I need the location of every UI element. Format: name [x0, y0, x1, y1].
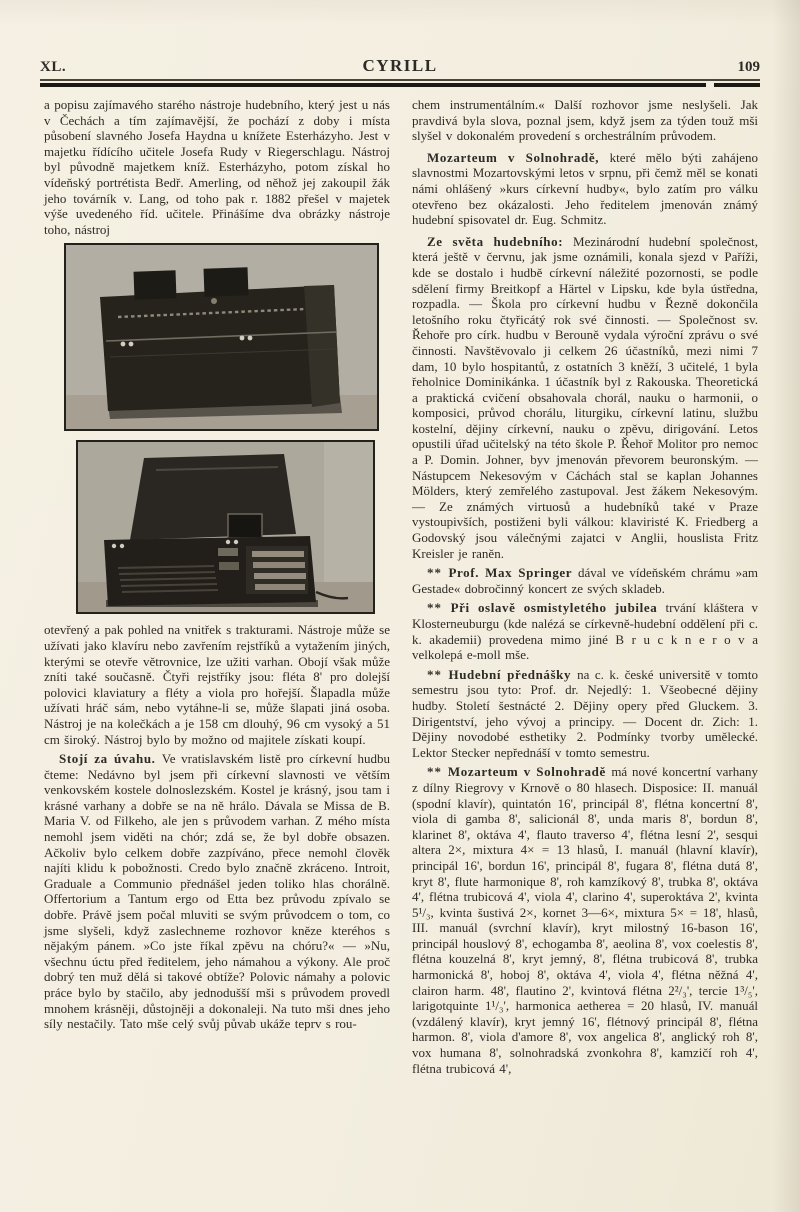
paragraph-text: trvání kláštera v Klosterneuburgu (kde nalézá se církevně-hudební oddělení při c. k. akademii) provedena mimo jiné B r u c k n e r o v a velkolepá e-moll mše. [412, 600, 759, 663]
paragraph-lead: Stojí za úvahu. [59, 751, 162, 767]
paragraph-ze-sveta-hudebniho [412, 234, 758, 561]
paragraph-star-prefix: ** [427, 764, 448, 780]
paragraph-hudebni-prednasky [412, 667, 758, 761]
paragraph-instrument-details: otevřený a pak pohled na vnitřek s trakturami. Nástroje může se užívati jako klavíru nebo zavřením rejstříků a vytažením jiných, kterými se otevře větrovnice, lze užiti varhan. Obojí však může zníti také současně. Čtyři rejstříky jsou: fléta 8' pro dolejší polovici klaviatury a fléty a viola pro hořejší. Šlapadla může užívati hráč sám, nebo vytáhne-li se, může šlapati jiná osoba. Nástroj je na kolečkách a je 158 cm dlouhý, 96 cm vysoký a 51 cm široký. Nástroj bylo by možno od majitele získati koupí. [44, 622, 390, 747]
paragraph-mozarteum-opening [412, 150, 758, 228]
instrument-closed-illustration [66, 245, 377, 429]
instrument-closed-photo [64, 243, 379, 431]
paragraph-jubileum [412, 600, 758, 662]
header-rule-segment [714, 83, 760, 87]
right-column [412, 97, 758, 1076]
paragraph-text: Mezinárodní hudební společnost, která ještě v červnu, jak jsme oznámili, konala sjezd v Paříži, kde se dostalo i hudbě církevní náležité pozornosti, se podle sdělení firmy Breitkopf a Härtel v Lipsku, kde byla ústředna, rozpadla. — Škola pro církevní hudbu v Řezně dokončila letošního roku čtyřicátý rok své činnosti. — Společnost sv. Řehoře pro círk. hudbu v Berouně vydala výroční zprávu o své činnosti. Navštěvovalo ji celkem 26 účastníků, mezi nimi 7 dam, 10 bylo hospitantů, z ostatních 3 kněží, 3 učitelé, 1 byla řeholnice Dominikánka. 1 účastník byl z Rakouska. Theoretická a praktická cvičení obsahovala chorál, nauku o harmonii, o komposici, průvod chorálu, liturgiku, církevní latinu, službu kostelní, dějiny církevní, nauku o zpěvu, dirigování. Letos opustili úřad učitelský na této škole P. Řehoř Molitor pro nemoc a P. Domin. Johner, byv jmenován převorem beuronským. — Nástupcem Nekesovým v Cáchách stal se kaplan Johannes Mölders, který zemřelého zastupoval. Jest žákem Nekesovým. — Ze známých virtuosů a hudebníků také v Praze vystoupivších, postiženi byli válkou: klaviristé K. Friedberg a Godovský jsou válečnými zajatci v Anglii, houslista Fritz Kreisler je raněn. [412, 233, 758, 561]
paragraph-star-prefix: ** [427, 666, 449, 682]
paragraph-lead: Při oslavě osmistyletého jubilea [450, 600, 666, 616]
paragraph-continuation: chem instrumentálním.« Další rozhovor jsme neslyšeli. Jak pravdivá byla slova, poznal jsem, když jsem za týden touž mši slyšel v dokonalém provedení s orchestrálním průvodem. [412, 97, 758, 144]
page-number: 109 [737, 59, 760, 75]
header-rule-thick [40, 83, 760, 87]
paragraph-text: které mělo býti zahájeno slavnostmi Mozartovskými letos v srpnu, při čemž měl se konati námi ohlášený »kurs církevní hudby«, bylo zatím pro válku otevřeno bez okázalosti. Jeho ředitelem jmenován známý hudební spisovatel dr. Eug. Schmitz. [412, 149, 759, 228]
scan-top-shade [0, 0, 800, 26]
paragraph-text: má nové koncertní varhany z dílny Riegrovy v Krnově o 80 hlasech. Disposice: II. manuál (spodní klavír), quintatón 16', principál 8', flétna koncertní 8', viola di gamba 8', salicionál 8', unda maris 8', bordun 8', klarinet 8', oktáva 4', flauto traverso 4', flétna lesní 2', sesqui altera 2×, mixtura 4× = 13 hlasů, I. manuál (hlavní klavír), principál 16', bordun 16', principál 8', fugara 8', flétna dutá 8', kryt 8', flute harmonique 8', roh kamzíkový 8', trubka 8', oktáva 4', flétna trubicová 4', viola 4', clarino 4', superoktáva 2', kvinta 5¹/₃, kvinta šustivá 2×, kornet 3—6×, mixtura 5× = 18', hlasů, III. manuál (svrchní klavír), kryt milostný 16-bason 16', principál houslový 8', echogamba 8', aeolina 8', vox coelestis 8', flétna kouzelná 8', kryt jemný, 8', flétna trubicová 8', trubka harmonická 8', hoboj 8', oktáva 4', viola 4', flétna něžná 4', clairon harm. 48', flautino 2', kvintová flétna 2²/₃', tercie 1³/₅', larigotquinte 1¹/₃', harmonica aetherea = 20 hlasů, IV. manuál (vzdálený klavír), kryt jemný 16', flétnový principál 8', flétna harmon. 8', viola d'amore 8', vox angelica 8', anglický roh 8', vox humana 8', solnohradská zvonkohra 8', kamzičí roh 4', flétna trubicová 4', [412, 764, 759, 1076]
paragraph-star-prefix: ** [427, 600, 451, 616]
page-header [40, 56, 760, 87]
paragraph-text: Ve vratislavském listě pro církevní hudbu čteme: Nedávno byl jsem při církevní slavnosti ve větším venkovském kostele dolnoslezském. Kostel je krásný, jsou tam i krásné varhany a dobře se na ně hrálo. Dávala se Missa de B. Maria V. od Filkeho, ale jen s průvodem varhan. Z mého místa nemohl jsem viděti na chór; zdá se, že byl dobře obsazen. Ačkoliv bylo celkem dobře zazpíváno, přece nemohl člověk najíti klidu k pobožnosti. Credo bylo značně zkráceno. Introit, Graduale a Communio přednášel jeden toliko hlas chorálně. Offertorium a Tantum ergo od Etta bez průvodu zpívalo se dobře. Právě jsem počal mluviti se svým průvodcem o tom, co jsme slyšeli, když zaslechneme rozhovor kněze kteréhos s nějakým pánem. »Co jste říkal zpěvu na chóru?« — »Nu, všechnu úctu před ředitelem, jeho námahou a výkony. Ale proč dobrý ten muž dělá si takové obtíže? Polovic námahy a polovic práce bylo by stačilo, aby jednodušší mši s průvodem provedl mnohem krásněji, důstojněji a dokonaleji. Na tuto mši dnes jeho síly nestačily. Tato mše celý svůj půvab ukáže teprv s rou- [44, 751, 390, 1032]
instrument-open-illustration [78, 442, 373, 612]
paragraph-lead: Prof. Max Springer [448, 565, 578, 581]
paragraph-stoji-za-uvahu [44, 751, 390, 1032]
header-rule-thin [40, 79, 760, 81]
journal-title: CYRILL [362, 56, 438, 75]
paragraph-text: na c. k. české universitě v tomto semestru jsou tyto: Prof. dr. Nejedlý: 1. Všeobecné dějiny hudby. Století šestnácté 2. Dějiny opery před Gluckem. 3. Dirigentství, jeho vývoj a principy. — Docent dr. Zich: 1. Dějiny novodobé esthetiky 2. Podmínky tvorby umělecké. Lektor Stecker nepřednáší v tomto semestru. [412, 666, 759, 760]
two-column-text [44, 97, 758, 1076]
paragraph-star-prefix: ** [427, 565, 449, 581]
paragraph-mozarteum-varhany [412, 764, 758, 1076]
paragraph-lead: Ze světa hudebního: [427, 233, 574, 249]
header-rule-segment [40, 83, 706, 87]
paragraph-lead: Hudební přednášky [448, 666, 578, 682]
paragraph-lead: Mozarteum v Solnohradě [447, 764, 612, 780]
volume-label: XL. [40, 59, 67, 75]
paragraph-text: dával ve vídeňském chrámu »am Gestade« dobročinný koncert ze svých skladeb. [412, 565, 758, 596]
scan-edge-shade [772, 0, 800, 1212]
paragraph-lead: Mozarteum v Solnohradě, [427, 149, 610, 165]
paragraph-instrument-description: a popisu zajímavého starého nástroje hudebního, který jest u nás v Čechách a tím zajímavější, že pochází z doby i místa působení slavného Josefa Haydna u knížete Esterházyho. Jest v majetku řídícího učitele Josefa Rudy v Riegerschlagu. Nástroj byl původně majetkem kníž. Esterházyho, potom získal ho vídeňský portrétista Bedř. Amerling, od něhož jej zakoupil žák jeho továrník v. Lang, od toho pak r. 1882 přešel v majetek výše uvedeného říd. učitele. Přinášíme dva obrázky nástroje toho, nástroj [44, 97, 390, 237]
paragraph-max-springer [412, 565, 758, 596]
instrument-open-photo [76, 440, 375, 614]
left-column [44, 97, 390, 1076]
